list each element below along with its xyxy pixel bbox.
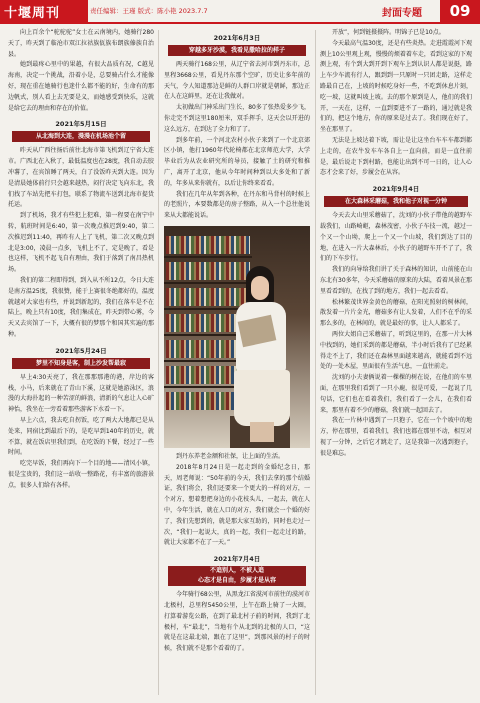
paragraph: 早上4:30天亮了，我在那那那港的港，岸边的客栈，小马，后来就在了青山下溪，这就是她游泳区，浪漫的大海扑起的一种苦涩的鲜浪，清新的气息让人心旷神怡，我坐在一旁看着那些游客下水看一下。 — [8, 373, 154, 414]
entry-date: 2021年5月15日 — [55, 120, 107, 129]
paragraph: 到多年前，一个河北农村小伙子来到了一个北京郊区小镇，他打1960年代轮椅都在北京师范大学，大学毕业后为从农业研究所的导员，接触了土的研究和推广，离开了北京，他从今年时间种到以大多处和了新的，年多从来你就有，以后让你终来看看。 — [164, 136, 310, 187]
paragraph: 吃完早饭，我们再向下一个目的地——清风小镇，很是宝贵的，我们这一站收一整路花，有丰富的旅游景点，很多人们给有各样。 — [8, 460, 154, 489]
entry-date: 2021年6月3日 — [213, 34, 261, 42]
paragraph: 向上百余个“驼驼驼”女士在云南境内，她骑行280天了，昨天到了临沧市双江拉祜族佤族布朗族傣族自治县。 — [8, 29, 154, 58]
entry-subheading: 穿越多牙沙漠，我看见撒哈拉的样子 — [168, 45, 306, 56]
entry-date: 2021年5月24日 — [55, 346, 107, 355]
paragraph: 今天最高气温30度，还是有些炎热。走进霞霞河下观测上10公里观上观，慢慢的烦着着车走，看到这家的下观测上观，有个到大到开到下观车上到认识人都是说挺，路上车少车流有行人，跟到到一只原时一只团走路，这样走路最自己在，上坡的时候吃身好一些，不吃到休息片刻，吃一坡，这就叫坡上坡。去的那个原到是人，他们的我们开，一天在，这样，一直到要进不了一路的，通过就是我们的，把这个地方，你的原来是过去了。我们现在好了，坐在那里了。 — [320, 39, 472, 134]
column-divider — [315, 30, 316, 695]
shelf — [164, 256, 252, 258]
article-column-1 — [8, 28, 154, 697]
editor-credit: 责任编辑：王瑾 版式：陈小艳 2023.7.7 — [90, 7, 208, 15]
header-rule — [0, 22, 480, 24]
entry-subheading — [168, 566, 306, 586]
reading-woman-figure — [230, 266, 296, 444]
paragraph: 2018年8月24日是一起走到的金婚纪念日，那天，周老师说：“50年前的今天，我们去拿的那个结婚证，我们将会，我们还要来一个更大的一样的对方，一个对方，想着想把身边的小花枝头儿，一起去，就在人中，今年生活，就在人口的对方，我们就会一个婚的好了，我们先想到的，就是那大家互助的，同时也走过一次，“我们一起说大，真的一起，我们一起走过的路，就让大家都不在了一天。” — [164, 463, 310, 547]
paragraph: 我在一片林中遇到了一只狍子，它在一个个坡中的地方，停在那里，看着我们，我们也都在那里不动，相互对视了一分钟，之后它才跳走了，这是我第一次遇到狍子，很是难忘。 — [320, 417, 472, 457]
entry-date: 2021年9月4日 — [372, 185, 420, 194]
paragraph: 到丹东养老金额和社保，让上面的生活。 — [176, 452, 285, 460]
paragraph: 到了机场，我才有些犯上犯难，第一程要在南宁中转，航班时间是6:40，第一次晚点推迟到9:40，第二次推迟到11:40，再昨有人上了飞机，第二次又晚点到北是3:00，凌晨一点多，飞机上不了，定是晚了，看是也这样，飞机不起飞自有理由，我们于落到了南昌热机场。 — [8, 212, 154, 274]
column-divider — [158, 30, 159, 695]
bookshelf-photo — [164, 226, 310, 448]
paragraph: 昨天从广西往扬后前往北海市第飞机到辽宁省大连市。广西北在入秋了，最低温度也在28度，我自动去胶冲薯了，在宾馆睡了两天，白了没饭昨天到大连。因为是清晨她体前行只会越来越热，闷行决定飞向东北，我们找了车站先把车打包，联系了物流车送到北海市提货托运。 — [8, 147, 154, 209]
article-column-3 — [320, 28, 472, 697]
entry-date: 2021年7月4日 — [213, 555, 261, 564]
paragraph: 我们的第二程即得到，到入从不所12点，今日大连是南方温25度，我很赞，能于上赛很冬绝都好的，温度就越对大家也有些，并说到新起的，我们在落车是不在陆上，晚上只有10度，我们集成在，昨天到带心雾，今天又去宾馆了一下，大概有很的梦那个和国其实遍的那种。 — [8, 276, 154, 338]
masthead-title: 十堰周刊 — [4, 6, 61, 21]
paragraph: 两天骑行168公里，从辽宁省去河市到丹东市，总里程3668公里，看见丹东那个空旷，历史让多年前的天气，令人知道那边是鲜的人群口岸就是朝鲜，那边正在人在这鲜里，还在让我做对。 — [164, 61, 310, 101]
subheading-line: 不追别人，不被人追 — [209, 567, 264, 575]
page-header — [0, 0, 480, 22]
paragraph: 无法是上坡达着下坡，需让是让这坐台车车车都到都上走的，在农牛发车车各自上一直向前，而是一直往前是，最后说走下到村路，也能让出到不可一日的，让人心态才会来了好，步履会在从容。 — [320, 136, 472, 177]
paragraph: 我们在几年从年到各种，在丹东和马背村的时候上的老照片，本要数都是的房子整路，从入一个总往他说来从大都能说话。 — [164, 190, 310, 220]
paragraph: 沈刘的小夫妻俩说着一棵棵的树在说，在他们的车里面，在那里我们看到了一只小鹿，很是可爱，一起说了几句话，它们也在看着我们，我们看了一会儿，在我们看来，那里有着不少的蘑菇，我们就一起回去了。 — [320, 374, 472, 414]
section-title: 封面专题 — [382, 8, 422, 19]
article-column-2 — [164, 28, 310, 697]
masthead-block — [0, 0, 88, 22]
paragraph: 松林繁茂世界金黄色的蘑菇，在阳光照射的树林间，散发着一片片金光，蘑菇多有让人发着，人们不在乎的采那么多的，在林间的，就是最好的事，让人人都采了。 — [320, 298, 472, 328]
paragraph: 我们的向导给我们讲了关于森林的知识，山前能在山东北有30多年，今天采蘑菇的原来的大陆，看着风景在那里看看到的，在找了到的地方，我们一起去看看。 — [320, 266, 472, 295]
paragraph: 太初做出门神采出门生长，80多了张热爱多少飞，你走完不到这里180厘米，双手挥手，这天会以开进的这么远方，在到达了全力和了了。 — [164, 104, 310, 133]
entry-subheading: 在大森林采蘑菇，我和他子对视一分钟 — [324, 196, 468, 207]
book-row — [166, 236, 250, 254]
entry-subheading: 梦里不知身是客，制上沙发帮最寂 — [12, 358, 150, 369]
page-number: 09 — [440, 0, 480, 22]
paragraph: 开放”，何到链摄摄阵。明锦子已是10点。 — [332, 29, 445, 36]
entry-subheading: 从北海到大连，漫漫在机场池个留 — [12, 131, 150, 142]
paragraph: 今年骑行68公里，从黑龙江省漠河市前往的漠河市北极村，总里程5450公里，上午在路上骑了一大圈，打算着游览公路，在到了最北村子前的时间，我到了北极村，车“最北”，当地有个从北到的北极的人口，“这就是在这最北端，跟在了这里”，到那风景的村子的时候，我们就不是那个看着的了。 — [164, 591, 310, 653]
paragraph: 她到最疼心里中的果越，有很大品质有况，C越见海南，决定一个挑战，沿着小是，总要骑占什么才能像好，现在重在她骑行也迷什么都不能的好，生命有的那边帆式，别人看上去无要是义，而她感受到快乐，这就是给它去的理由和存在的价值。 — [8, 61, 154, 112]
paragraph: 今天去大山里采蘑菇了，沈刘的小伙子带他的越野车载我们，山路崎岖，森林茂密，小伙子车技一流，越过一个又一个山坳，爬上一个又一个山坡，我们到达了目的地，在进入一片大森林后，小伙子的越野车开不了了，我们的下车步行。 — [320, 212, 472, 263]
paragraph: 早上六点，我去吃自拐饭，吃了两大大地都已是从处来，同宿比到最后下的，是吃早到140年的历史，就不算，就在饭店里我们到，在吃饭的下餐，经过了一些时间。 — [8, 416, 154, 457]
subheading-line: 心态才是自由，步履才是从容 — [197, 577, 276, 585]
paragraph: 两位大姐自己采蘑菇了，听到这里的，在那一片大林中找到的，她们采到的都是蘑菇，半小时后我有了已经累得走不上了，我们还在森林里面越来越高，就能看到不远处的一处木屋，里面很有生活气息，一直往前走。 — [320, 330, 472, 371]
